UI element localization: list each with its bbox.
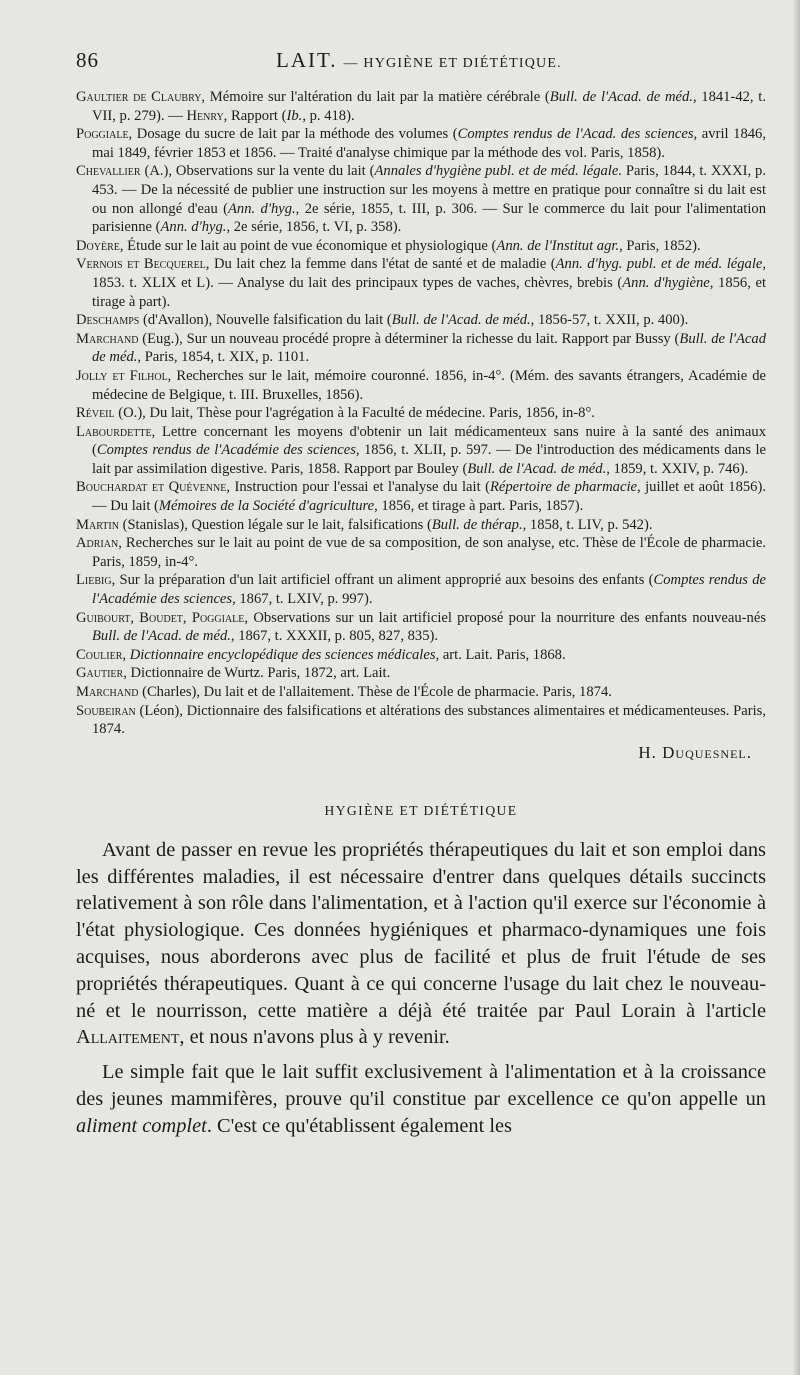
- paragraph-text: Avant de passer en revue les propriétés thérapeutiques du lait et son emploi dans les différentes maladies, il est nécessaire d'entrer dans quelques détails succincts relativement à son rôle dans l'alimentation, et à l'action qu'il exerce sur l'économie à l'état physiologique. Ces données hygiéniques et pharmaco-dynamiques une fois acquises, nous aborderons avec plus de facilité et plus de fruit l'étude de ses propriétés thérapeutiques. Quant à ce qui concerne l'usage du lait chez le nouveau-né et le nourrisson, cette matière a déjà été traitée par Paul Lorain à l'article: [76, 838, 766, 1022]
- entry-author: Marchand: [76, 684, 139, 700]
- entry-author: Chevallier (A.),: [76, 163, 173, 180]
- entry-author: Poggiale,: [76, 126, 133, 143]
- entry-work-title: Bull. de thérap.: [431, 516, 523, 533]
- entry-author: Coulier,: [76, 646, 127, 663]
- entry-author: Henry,: [186, 107, 228, 124]
- entry-work-title: Dictionnaire encyclopédique des sciences médicales,: [129, 646, 440, 663]
- entry-text: , Paris, 1852).: [619, 237, 701, 254]
- bibliography-entry: [76, 404, 766, 423]
- entry-work-title: Ann. d'hyg. publ. et de méd. légale,: [555, 256, 767, 273]
- entry-text: 1856, et tirage à part).: [92, 274, 766, 310]
- bibliography-entry: [76, 162, 766, 236]
- bibliography-entry: [76, 664, 766, 683]
- entry-author: Liebig,: [76, 572, 116, 589]
- entry-work-title: Bull. de l'Acad. de méd.: [467, 460, 607, 477]
- entry-work-title: Ann. d'hyg.: [160, 219, 227, 236]
- entry-work-title: Ann. d'hygiène,: [622, 274, 714, 291]
- emphasis-text: aliment complet: [76, 1114, 207, 1137]
- entry-text: , 2e série, 1856, t. VI, p. 358).: [226, 219, 402, 236]
- entry-text: (Eug.), Sur un nouveau procédé propre à déterminer la richesse du lait. Rapport par Bussy (: [138, 330, 680, 347]
- entry-text: Observations sur la vente du lait (: [172, 163, 375, 180]
- entry-work-title: Comptes rendus de l'Académie des sciences,: [92, 572, 766, 608]
- running-title: [276, 48, 562, 73]
- author-signature: H. Duquesnel.: [638, 742, 752, 762]
- entry-author: Adrian,: [76, 535, 122, 552]
- entry-text: , 2e série, 1855, t. III, p. 306. — Sur le commerce du lait pour l'alimentation parisienne (: [92, 200, 766, 236]
- entry-author: Labourdette,: [76, 423, 156, 440]
- entry-author: Bouchardat et Quévenne,: [76, 479, 230, 496]
- entry-author: Guibourt, Boudet, Poggiale,: [76, 609, 249, 626]
- entry-work-title: Bull. de l'Acad. de méd.: [391, 312, 531, 329]
- entry-author: Deschamps: [76, 312, 140, 329]
- body-paragraph: [76, 837, 766, 1051]
- entry-text: (Léon), Dictionnaire des falsifications et altérations des substances alimentaires et médicamenteuses. Paris, 1874.: [92, 702, 766, 738]
- running-title-sub: — HYGIÈNE ET DIÉTÉTIQUE.: [343, 56, 562, 71]
- entry-work-title: Ann. de l'Institut agr.: [496, 237, 620, 254]
- entry-text: , p. 418).: [302, 107, 355, 124]
- entry-work-title: Bull. de l'Acad. de méd.: [92, 628, 231, 645]
- article-reference: Allaitement: [76, 1026, 180, 1049]
- entry-work-title: Ann. d'hyg.: [228, 200, 296, 217]
- bibliography-entry: [76, 516, 766, 535]
- bibliography-entry: [76, 702, 766, 739]
- bibliography-entry: [76, 534, 766, 571]
- entry-text: 1856, t. XLII, p. 597. — De l'introduction des médicaments dans le lait par assimilation digestive. Paris, 1858. Rapport par Bouley (: [92, 442, 766, 477]
- entry-text: , 1867, t. XXXII, p. 805, 827, 835).: [230, 628, 439, 645]
- entry-text: Mémoire sur l'altération du lait par la matière cérébrale (: [205, 89, 550, 105]
- body-paragraph: [76, 1059, 766, 1139]
- bibliography-entry: [76, 125, 766, 162]
- entry-text: 1853. t. XLIX et L). — Analyse du lait des principaux types de vaches, chèvres, brebis (: [92, 274, 623, 291]
- bibliography: [76, 88, 766, 739]
- entry-work-title: Annales d'hygiène publ. et de méd. légale.: [374, 163, 622, 180]
- entry-work-title: Comptes rendus de l'Acad. des sciences,: [457, 126, 698, 143]
- entry-text: , 1856-57, t. XXII, p. 400).: [530, 312, 689, 329]
- page-number: 86: [76, 48, 99, 72]
- entry-author: Marchand: [76, 330, 139, 347]
- entry-author: Martin: [76, 516, 119, 533]
- bibliography-entry: [76, 237, 766, 256]
- entry-text: Dictionnaire de Wurtz. Paris, 1872, art. Lait.: [126, 665, 391, 682]
- entry-text: Lettre concernant les moyens d'obtenir un lait médicamenteux sans nuire à la santé des animaux (: [92, 423, 766, 459]
- bibliography-entry: [76, 311, 766, 330]
- entry-author: Réveil: [76, 405, 115, 422]
- entry-text: 1856, et tirage à part. Paris, 1857).: [377, 498, 584, 515]
- entry-text: , 1858, t. LIV, p. 542).: [522, 516, 653, 533]
- bibliography-entry: [76, 330, 766, 367]
- entry-author: Doyère,: [76, 237, 124, 254]
- bibliography-entry: [76, 478, 766, 515]
- bibliography-entry: [76, 367, 766, 404]
- section-title: HYGIÈNE ET DIÉTÉTIQUE: [324, 802, 518, 818]
- entry-text: Sur la préparation d'un lait artificiel offrant un aliment approprié aux besoins des enfants (: [115, 572, 654, 589]
- entry-text: avril 1846, mai 1849, février 1853 et 1856. — Traité d'analyse chimique par la méthode des vol. Paris, 1858).: [92, 126, 766, 161]
- paragraph-text: . C'est ce qu'établissent également les: [206, 1114, 512, 1137]
- entry-author: Gautier,: [76, 665, 127, 682]
- bibliography-entry: [76, 423, 766, 479]
- entry-text: Instruction pour l'essai et l'analyse du lait (: [230, 479, 490, 496]
- entry-work-title: Bull. de l'Acad. de méd.: [549, 89, 693, 105]
- entry-text: (O.), Du lait, Thèse pour l'agrégation à la Faculté de médecine. Paris, 1856, in-8°.: [114, 405, 595, 422]
- bibliography-entry: [76, 571, 766, 608]
- entry-text: , 1841-42, t. VII, p. 279). —: [92, 89, 766, 124]
- entry-text: Dosage du sucre de lait par la méthode des volumes (: [132, 126, 458, 143]
- entry-author: Vernois et Becquerel,: [76, 256, 210, 273]
- bibliography-entry: [76, 88, 766, 125]
- entry-text: art. Lait. Paris, 1868.: [439, 646, 566, 663]
- paragraph-text: Le simple fait que le lait suffit exclusivement à l'alimentation et à la croissance des jeunes mammifères, prouve qu'il constitue par excellence ce qu'on appelle un: [76, 1061, 766, 1110]
- entry-text: (Charles), Du lait et de l'allaitement. Thèse de l'École de pharmacie. Paris, 1874.: [138, 684, 612, 700]
- entry-work-title: Mémoires de la Société d'agriculture,: [158, 498, 378, 515]
- entry-author: Jolly et Filhol,: [76, 367, 172, 384]
- bibliography-entry: [76, 683, 766, 702]
- entry-work-title: Comptes rendus de l'Académie des sciences,: [96, 442, 360, 459]
- entry-text: 1867, t. LXIV, p. 997).: [235, 591, 373, 608]
- entry-text: Recherches sur le lait, mémoire couronné. 1856, in-4°. (Mém. des savants étrangers, Académie de médecine de Belgique, t. III. Bruxelles, 1856).: [92, 367, 766, 403]
- entry-work-title: Bull. de l'Acad de méd.: [92, 330, 767, 366]
- entry-text: , 1859, t. XXIV, p. 746).: [606, 460, 749, 477]
- bibliography-entry: [76, 646, 766, 665]
- entry-text: juillet et août 1856). — Du lait (: [92, 479, 766, 515]
- entry-work-title: Ib.: [286, 107, 303, 124]
- entry-text: (Stanislas), Question légale sur le lait, falsifications (: [118, 516, 432, 533]
- entry-text: (d'Avallon), Nouvelle falsification du lait (: [139, 312, 392, 329]
- entry-author: Gaultier de Claubry,: [76, 89, 206, 105]
- entry-author: Soubeiran: [76, 702, 136, 719]
- entry-text: Rapport (: [227, 107, 287, 124]
- entry-text: , Paris, 1854, t. XIX, p. 1101.: [137, 349, 310, 366]
- entry-text: Observations sur un lait artificiel proposé pour la nourriture des enfants nouveau-nés: [248, 609, 766, 626]
- entry-text: Du lait chez la femme dans l'état de santé et de maladie (: [209, 256, 556, 273]
- bibliography-entry: [76, 255, 766, 311]
- running-title-main: LAIT.: [276, 48, 338, 72]
- entry-work-title: Répertoire de pharmacie,: [489, 479, 641, 496]
- entry-text: Étude sur le lait au point de vue économique et physiologique (: [123, 237, 497, 254]
- entry-text: Recherches sur le lait au point de vue de sa composition, de son analyse, etc. Thèse de l'École de pharmacie. Paris, 1859, in-4°.: [92, 535, 766, 570]
- page-header: [76, 44, 766, 84]
- entry-text: Paris, 1844, t. XXXI, p. 453. — De la nécessité de publier une instruction sur les moyens à mettre en pratique pour connaître si du lait est ou non allongé d'eau (: [92, 163, 766, 217]
- bibliography-entry: [76, 609, 766, 646]
- paragraph-text: , et nous n'avons plus à y revenir.: [179, 1026, 450, 1049]
